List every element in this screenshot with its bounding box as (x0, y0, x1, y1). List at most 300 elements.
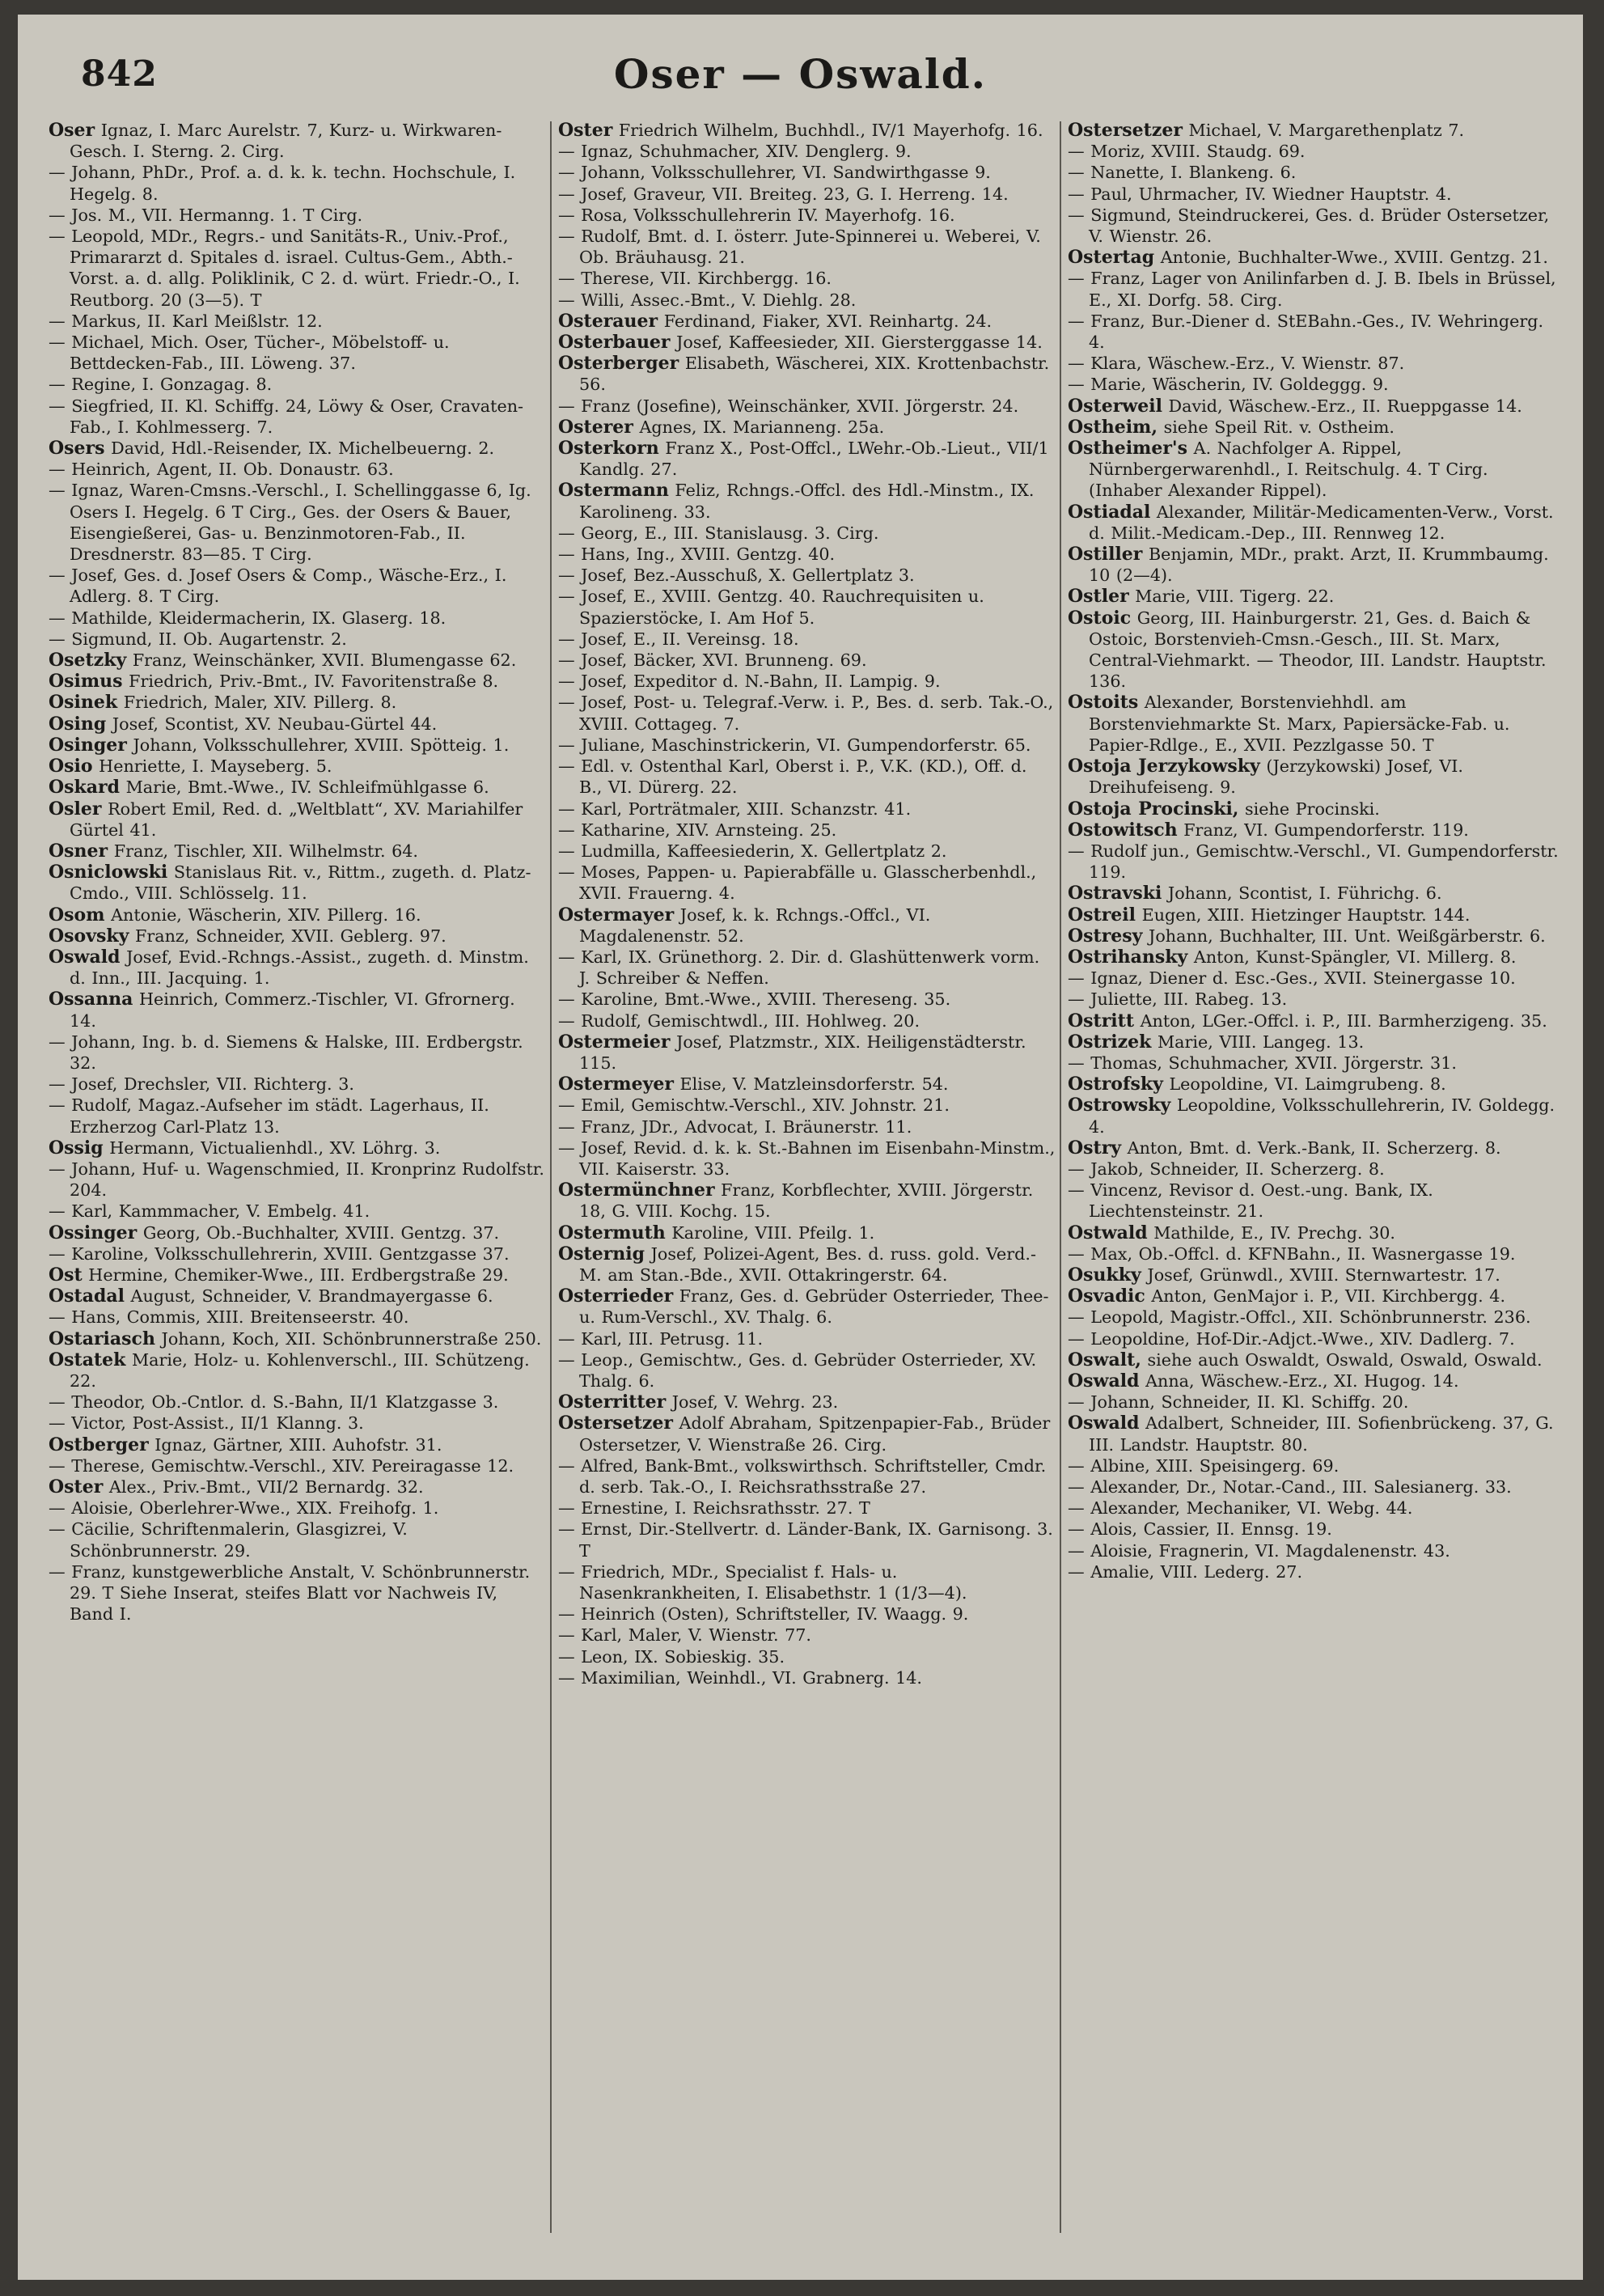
entry-surname: Ostiller (1068, 544, 1143, 566)
entry-surname: Ostowitsch (1068, 819, 1178, 841)
directory-entry (558, 756, 1056, 798)
entry-details: — Josef, E., II. Vereinsg. 18. (558, 629, 799, 649)
entry-details: Georg, III. Hainburgerstr. 21, Ges. d. Baich & Ostoic, Borstenvieh-Cmsn.-Gesch., III. St. Marx, Central-Viehmarkt. — Theodor, III. Landstr. Hauptstr. 136. (1089, 608, 1547, 692)
directory-entry (1068, 608, 1565, 693)
directory-entry (1068, 1519, 1565, 1540)
entry-surname: Ostertag (1068, 247, 1155, 269)
directory-entry (49, 311, 546, 332)
entry-details: — Juliane, Maschinstrickerin, VI. Gumpendorferstr. 65. (558, 735, 1031, 755)
entry-details: Hermann, Victualienhdl., XV. Löhrg. 3. (109, 1137, 441, 1158)
entry-details: — Willi, Assec.-Bmt., V. Diehlg. 28. (558, 290, 857, 310)
entry-details: — Franz, Bur.-Diener d. StEBahn.-Ges., IV. Wehringerg. 4. (1068, 311, 1544, 353)
directory-entry (49, 947, 546, 989)
directory-entry (1068, 205, 1565, 247)
entry-details: — Karl, Kammmacher, V. Embelg. 41. (49, 1201, 370, 1222)
entry-surname: Osterrieder (558, 1286, 674, 1307)
entry-details: Heinrich, Commerz.-Tischler, VI. Gfrornerg. 14. (70, 989, 515, 1031)
entry-details: — Siegfried, II. Kl. Schiffg. 24, Löwy & Oser, Cravaten-Fab., I. Kohlmesserg. 7. (49, 396, 524, 437)
directory-entry (49, 692, 546, 713)
entry-details: Franz, Schneider, XVII. Geblerg. 97. (135, 926, 446, 946)
entry-details: — Heinrich (Osten), Schriftsteller, IV. Waagg. 9. (558, 1604, 969, 1625)
directory-entry (558, 1667, 1056, 1688)
entry-details: — Cäcilie, Schriftenmalerin, Glasgizrei, V. Schönbrunnerstr. 29. (49, 1519, 408, 1561)
entry-surname: Ossinger (49, 1222, 138, 1243)
entry-surname: Oster (558, 120, 613, 141)
entry-details: — Josef, Graveur, VII. Breiteg. 23, G. I. Herreng. 14. (558, 184, 1009, 204)
directory-entry (558, 904, 1056, 947)
entry-details: — Karl, III. Petrusg. 11. (558, 1328, 764, 1349)
entry-details: Adolf Abraham, Spitzenpapier-Fab., Brüder Ostersetzer, V. Wienstraße 26. Cirg. (579, 1413, 1051, 1455)
directory-entry (1068, 586, 1565, 607)
entry-surname: Oswald (49, 946, 121, 968)
entry-surname: Ossig (49, 1137, 104, 1159)
directory-entry (1068, 926, 1565, 947)
directory-entry (558, 650, 1056, 671)
entry-surname: Osukky (1068, 1264, 1141, 1286)
directory-entry (1068, 692, 1565, 756)
entry-details: — Regine, I. Gonzagag. 8. (49, 375, 273, 395)
directory-entry (1068, 1032, 1565, 1053)
directory-entry (1068, 1243, 1565, 1264)
entry-details: Ignaz, I. Marc Aurelstr. 7, Kurz- u. Wirkwaren-Gesch. I. Sterng. 2. Cirg. (70, 121, 502, 162)
entry-details: Agnes, IX. Marianneng. 25a. (639, 417, 885, 437)
entry-details: — Josef, Drechsler, VII. Richterg. 3. (49, 1074, 354, 1095)
entry-details: — Josef, Expeditor d. N.-Bahn, II. Lampig. 9. (558, 671, 941, 692)
directory-entry (558, 692, 1056, 734)
entry-surname: Osterberger (558, 353, 679, 375)
directory-entry (1068, 1095, 1565, 1137)
entry-surname: Osing (49, 713, 107, 735)
entry-surname: Ostermünchner (558, 1180, 715, 1201)
column-2 (558, 120, 1056, 2239)
directory-entry (1068, 1053, 1565, 1074)
entry-surname: Ostatek (49, 1349, 126, 1370)
entry-details: Alex., Priv.-Bmt., VII/2 Bernardg. 32. (108, 1477, 424, 1497)
entry-details: — Rudolf, Magaz.-Aufseher im städt. Lagerhaus, II. Erzherzog Carl-Platz 13. (49, 1095, 489, 1137)
entry-details: — Victor, Post-Assist., II/1 Klanng. 3. (49, 1413, 364, 1434)
directory-entry (1068, 1392, 1565, 1413)
entry-details: — Thomas, Schuhmacher, XVII. Jörgerstr. 31. (1068, 1053, 1457, 1073)
entry-details: Marie, VIII. Langeg. 13. (1157, 1032, 1365, 1052)
entry-details: Leopoldine, Volksschullehrerin, IV. Goldegg. 4. (1089, 1095, 1555, 1137)
directory-entry (558, 1497, 1056, 1519)
entry-details: — Sigmund, Steindruckerei, Ges. d. Brüder Ostersetzer, V. Wienstr. 26. (1068, 205, 1550, 247)
entry-details: Josef, Polizei-Agent, Bes. d. russ. gold. Verd.-M. am Stan.-Bde., XVII. Ottakringerstr. 64. (579, 1243, 1036, 1285)
entry-surname: Osterer (558, 416, 633, 438)
entry-details: — Marie, Wäscherin, IV. Goldeggg. 9. (1068, 375, 1389, 395)
directory-entry (558, 353, 1056, 395)
entry-surname: Ostwald (1068, 1222, 1148, 1243)
directory-entry (49, 1201, 546, 1222)
entry-details: — Johann, Ing. b. d. Siemens & Halske, III. Erdbergstr. 32. (49, 1032, 523, 1073)
directory-entry (558, 1074, 1056, 1095)
entry-surname: Osetzky (49, 650, 127, 671)
directory-entry (1068, 1307, 1565, 1328)
directory-entry (49, 1243, 546, 1264)
entry-details: — Josef, Revid. d. k. k. St.-Bahnen im Eisenbahn-Minstm., VII. Kaiserstr. 33. (558, 1137, 1056, 1179)
directory-entry (558, 523, 1056, 544)
entry-surname: Osterkorn (558, 438, 659, 460)
directory-entry (49, 1137, 546, 1159)
directory-entry (1068, 1349, 1565, 1370)
directory-entry (1068, 1010, 1565, 1032)
entry-surname: Ostheim, (1068, 416, 1158, 438)
entry-surname: Osternig (558, 1243, 645, 1264)
directory-entry (49, 989, 546, 1031)
directory-entry (1068, 1264, 1565, 1286)
directory-entry (49, 1476, 546, 1497)
entry-surname: Ostariasch (49, 1328, 155, 1349)
entry-details: Franz, Weinschänker, XVII. Blumengasse 62. (132, 650, 517, 671)
entry-details: Johann, Koch, XII. Schönbrunnerstraße 250. (161, 1328, 542, 1349)
entry-details: — Moriz, XVIII. Staudg. 69. (1068, 142, 1306, 162)
directory-entry (1068, 247, 1565, 268)
column-3 (1068, 120, 1565, 2239)
directory-entry (49, 1413, 546, 1434)
entry-details: — Mathilde, Kleidermacherin, IX. Glaserg. 18. (49, 608, 446, 628)
directory-entry (1068, 1413, 1565, 1455)
directory-entry (558, 565, 1056, 586)
entry-details: — Vincenz, Revisor d. Oest.-ung. Bank, IX. Liechtensteinstr. 21. (1068, 1180, 1433, 1222)
directory-entry (49, 650, 546, 671)
directory-entry (49, 1328, 546, 1349)
entry-surname: Ostersetzer (1068, 120, 1183, 141)
directory-entry (49, 459, 546, 480)
entry-details: David, Wäschew.-Erz., II. Rueppgasse 14. (1168, 396, 1522, 416)
entry-details: — Franz (Josefine), Weinschänker, XVII. Jörgerstr. 24. (558, 396, 1019, 416)
entry-details: — Franz, kunstgewerbliche Anstalt, V. Schönbrunnerstr. 29. T Siehe Inserat, steifes Blatt vor Nachweis IV, Band I. (49, 1561, 531, 1625)
directory-entry (558, 799, 1056, 820)
entry-surname: Ostermeyer (558, 1074, 674, 1095)
entry-details: — Nanette, I. Blankeng. 6. (1068, 163, 1297, 183)
entry-details: — Johann, PhDr., Prof. a. d. k. k. techn. Hochschule, I. Hegelg. 8. (49, 163, 516, 204)
entry-details: siehe Procinski. (1245, 799, 1380, 819)
entry-details: — Rosa, Volksschullehrerin IV. Mayerhofg. 16. (558, 205, 955, 225)
running-title: Oser — Oswald. (613, 50, 988, 98)
directory-entry (1068, 1222, 1565, 1243)
entry-details: — Ernst, Dir.-Stellvertr. d. Länder-Bank, IX. Garnisong. 3. T (558, 1519, 1053, 1561)
directory-entry (558, 162, 1056, 183)
entry-surname: Ostler (1068, 586, 1129, 608)
directory-entry (558, 1625, 1056, 1646)
entry-details: Hermine, Chemiker-Wwe., III. Erdbergstraße 29. (88, 1264, 509, 1285)
entry-details: Michael, V. Margarethenplatz 7. (1188, 121, 1465, 140)
directory-entry (1068, 120, 1565, 141)
entry-details: — Leopold, Magistr.-Offcl., XII. Schönbrunnerstr. 236. (1068, 1307, 1531, 1328)
entry-details: Elise, V. Matzleinsdorferstr. 54. (679, 1074, 949, 1095)
directory-page (18, 15, 1583, 2280)
entry-surname: Osvadic (1068, 1286, 1145, 1307)
entry-surname: Ostermann (558, 480, 669, 502)
directory-entry (49, 1222, 546, 1243)
entry-details: Anton, Kunst-Spängler, VI. Millerg. 8. (1193, 947, 1517, 967)
directory-entry (49, 1349, 546, 1392)
entry-details: — Max, Ob.-Offcl. d. KFNBahn., II. Wasnergasse 19. (1068, 1243, 1516, 1264)
entry-surname: Oskard (49, 777, 121, 799)
directory-entry (558, 671, 1056, 692)
entry-details: — Therese, VII. Kirchbergg. 16. (558, 269, 832, 289)
entry-details: (Jerzykowski) Josef, VI. Dreihufeiseng. 9. (1089, 756, 1463, 798)
entry-surname: Ostritt (1068, 1010, 1134, 1032)
entry-details: Josef, Kaffeesieder, XII. Giersterggasse 14. (676, 333, 1043, 353)
directory-entry (49, 671, 546, 692)
column-divider (550, 121, 552, 2233)
directory-entry (49, 480, 546, 565)
entry-details: — Leon, IX. Sobieskig. 35. (558, 1646, 785, 1667)
entry-details: — Johann, Huf- u. Wagenschmied, II. Kronprinz Rudolfstr. 204. (49, 1159, 544, 1201)
entry-details: siehe Speil Rit. v. Ostheim. (1163, 417, 1395, 437)
entry-surname: Ostberger (49, 1434, 149, 1455)
directory-entry (1068, 1370, 1565, 1392)
directory-entry (558, 1116, 1056, 1137)
entry-surname: Oswalt, (1068, 1349, 1141, 1370)
directory-entry (49, 799, 546, 841)
directory-entry (49, 926, 546, 947)
directory-entry (558, 1286, 1056, 1328)
entry-surname: Ostersetzer (558, 1413, 673, 1434)
entry-details: — Juliette, III. Rabeg. 13. (1068, 989, 1288, 1010)
directory-entry (49, 1455, 546, 1476)
entry-details: Johann, Buchhalter, III. Unt. Weißgärberstr. 6. (1149, 926, 1546, 946)
directory-entry (49, 332, 546, 374)
entry-details: Benjamin, MDr., prakt. Arzt, II. Krummbaumg. 10 (2—4). (1089, 544, 1549, 586)
entry-details: Elisabeth, Wäscherei, XIX. Krottenbachstr. 56. (579, 354, 1050, 395)
entry-surname: Osers (49, 438, 105, 460)
directory-entry (558, 332, 1056, 353)
entry-surname: Osio (49, 756, 93, 777)
entry-surname: Ostresy (1068, 925, 1143, 947)
entry-surname: Oswald (1068, 1413, 1140, 1434)
directory-entry (49, 1286, 546, 1307)
directory-entry (558, 226, 1056, 268)
entry-details: — Markus, II. Karl Meißlstr. 12. (49, 311, 323, 331)
directory-entry (49, 841, 546, 862)
entry-details: Adalbert, Schneider, III. Sofienbrückeng. 37, G. III. Landstr. Hauptstr. 80. (1089, 1413, 1554, 1455)
directory-entry (558, 1243, 1056, 1286)
entry-details: — Josef, Post- u. Telegraf.-Verw. i. P., Bes. d. serb. Tak.-O., XVIII. Cottageg. 7. (558, 693, 1054, 734)
entry-surname: Ostravski (1068, 883, 1162, 904)
directory-entry (558, 862, 1056, 904)
entry-details: — Karoline, Volksschullehrerin, XVIII. Gentzgasse 37. (49, 1243, 510, 1264)
entry-details: — Ignaz, Waren-Cmsns.-Verschl., I. Schellinggasse 6, Ig. Osers I. Hegelg. 6 T Cirg., Ges. der Osers & Bauer, Eisengießerei, Gas- u. Benzinmotoren-Fab., II. Dresdnerstr. 83—85. T Cirg. (49, 481, 531, 565)
entry-details: Anton, Bmt. d. Verk.-Bank, II. Scherzerg. 8. (1127, 1137, 1501, 1158)
entry-details: Franz, Korbflechter, XVIII. Jörgerstr. 18, G. VIII. Kochg. 15. (579, 1180, 1034, 1222)
entry-details: Antonie, Wäscherin, XIV. Pillerg. 16. (111, 904, 421, 925)
directory-entry (49, 205, 546, 226)
directory-entry (1068, 1540, 1565, 1561)
entry-details: — Alexander, Dr., Notar.-Cand., III. Salesianerg. 33. (1068, 1477, 1512, 1497)
entry-details: — Heinrich, Agent, II. Ob. Donaustr. 63. (49, 460, 394, 480)
directory-entry (1068, 311, 1565, 353)
entry-details: Josef, V. Wehrg. 23. (671, 1392, 839, 1413)
directory-entry (49, 1497, 546, 1519)
entry-details: — Aloisie, Fragnerin, VI. Magdalenenstr. 43. (1068, 1540, 1450, 1561)
directory-entry (49, 1561, 546, 1625)
directory-entry (1068, 1497, 1565, 1519)
directory-entry (49, 374, 546, 395)
entry-details: — Emil, Gemischtw.-Verschl., XIV. Johnstr. 21. (558, 1095, 950, 1116)
entry-details: — Josef, Bäcker, XVI. Brunneng. 69. (558, 650, 867, 671)
entry-details: — Hans, Ing., XVIII. Gentzg. 40. (558, 544, 836, 565)
directory-entry (558, 438, 1056, 480)
directory-entry (1068, 1561, 1565, 1582)
entry-details: — Jakob, Schneider, II. Scherzerg. 8. (1068, 1159, 1385, 1179)
entry-details: Friedrich, Maler, XIV. Pillerg. 8. (123, 693, 397, 713)
directory-entry (1068, 162, 1565, 183)
entry-details: — Sigmund, II. Ob. Augartenstr. 2. (49, 629, 347, 649)
directory-entry (558, 141, 1056, 162)
entry-surname: Osterauer (558, 310, 658, 332)
entry-details: Eugen, XIII. Hietzinger Hauptstr. 144. (1141, 904, 1471, 925)
directory-entry (1068, 502, 1565, 544)
entry-details: — Alois, Cassier, II. Ennsg. 19. (1068, 1519, 1332, 1540)
entry-details: — Rudolf, Gemischtwdl., III. Hohlweg. 20. (558, 1010, 921, 1031)
entry-details: A. Nachfolger A. Rippel, Nürnbergerwarenhdl., I. Reitschulg. 4. T Cirg. (Inhaber Alexander Rippel). (1089, 438, 1488, 501)
entry-details: — Albine, XIII. Speisingerg. 69. (1068, 1455, 1339, 1476)
entry-surname: Ostermayer (558, 904, 675, 926)
entry-details: Stanislaus Rit. v., Rittm., zugeth. d. Platz-Cmdo., VIII. Schlösselg. 11. (70, 862, 531, 904)
entry-details: — Ludmilla, Kaffeesiederin, X. Gellertplatz 2. (558, 841, 947, 861)
directory-entry (558, 1646, 1056, 1667)
entry-surname: Osinger (49, 734, 127, 756)
directory-entry (49, 1434, 546, 1455)
entry-surname: Ostiadal (1068, 501, 1151, 523)
directory-entry (49, 1307, 546, 1328)
entry-details: — Maximilian, Weinhdl., VI. Grabnerg. 14. (558, 1667, 923, 1688)
entry-details: Henriette, I. Mayseberg. 5. (99, 756, 332, 777)
entry-details: Ignaz, Gärtner, XIII. Auhofstr. 31. (154, 1434, 442, 1455)
directory-entry (558, 735, 1056, 756)
entry-surname: Ostry (1068, 1137, 1122, 1159)
directory-entry (558, 820, 1056, 841)
entry-surname: Ostrofsky (1068, 1074, 1163, 1095)
directory-entry (558, 1010, 1056, 1032)
directory-entry (49, 1032, 546, 1074)
directory-entry (1068, 841, 1565, 883)
entry-surname: Osinek (49, 692, 118, 714)
entry-details: — Paul, Uhrmacher, IV. Wiedner Hauptstr. 4. (1068, 184, 1452, 204)
directory-entry (1068, 968, 1565, 989)
directory-entry (1068, 1286, 1565, 1307)
entry-surname: Ostermeier (558, 1031, 671, 1053)
directory-entry (1068, 1180, 1565, 1222)
entry-details: Alexander, Militär-Medicamenten-Verw., Vorst. d. Milit.-Medicam.-Dep., III. Rennweg 12. (1089, 502, 1554, 543)
directory-entry (1068, 799, 1565, 820)
entry-details: August, Schneider, V. Brandmayergasse 6. (130, 1286, 493, 1307)
entry-details: — Amalie, VIII. Lederg. 27. (1068, 1561, 1303, 1582)
directory-entry (1068, 184, 1565, 205)
directory-entry (49, 735, 546, 756)
directory-entry (49, 565, 546, 607)
entry-details: — Ignaz, Schuhmacher, XIV. Denglerg. 9. (558, 142, 912, 162)
entry-surname: Osimus (49, 671, 123, 693)
directory-entry (558, 1603, 1056, 1625)
directory-entry (1068, 396, 1565, 417)
directory-entry (1068, 820, 1565, 841)
entry-details: Friedrich Wilhelm, Buchhdl., IV/1 Mayerhofg. 16. (618, 121, 1043, 140)
directory-entry (558, 1519, 1056, 1561)
directory-entry (1068, 374, 1565, 395)
entry-details: — Josef, Bez.-Ausschuß, X. Gellertplatz 3. (558, 566, 915, 586)
directory-entry (558, 120, 1056, 141)
directory-entry (558, 1095, 1056, 1116)
entry-details: Karoline, VIII. Pfeilg. 1. (671, 1222, 875, 1243)
entry-details: — Jos. M., VII. Hermanng. 1. T Cirg. (49, 205, 363, 225)
directory-entry (558, 205, 1056, 226)
entry-details: Antonie, Buchhalter-Wwe., XVIII. Gentzg. 21. (1160, 248, 1548, 268)
entry-details: — Friedrich, MDr., Specialist f. Hals- u. Nasenkrankheiten, I. Elisabethstr. 1 (1/3—4). (558, 1561, 967, 1603)
entry-surname: Osner (49, 840, 108, 862)
entry-details: — Edl. v. Ostenthal Karl, Oberst i. P., V.K. (KD.), Off. d. B., VI. Dürerg. 22. (558, 756, 1027, 798)
directory-entry (1068, 1476, 1565, 1497)
entry-surname: Ostoja Procinski, (1068, 798, 1239, 820)
directory-entry (558, 1455, 1056, 1497)
entry-details: — Aloisie, Oberlehrer-Wwe., XIX. Freihofg. 1. (49, 1498, 439, 1519)
entry-details: Franz X., Post-Offcl., LWehr.-Ob.-Lieut., VII/1 Kandlg. 27. (579, 438, 1049, 480)
entry-details: — Johann, Schneider, II. Kl. Schiffg. 20. (1068, 1392, 1409, 1413)
directory-entry (558, 1561, 1056, 1603)
entry-surname: Ostrizek (1068, 1031, 1152, 1053)
directory-entry (49, 1074, 546, 1095)
entry-details: — Karl, IX. Grünethorg. 2. Dir. d. Glashüttenwerk vorm. J. Schreiber & Neffen. (558, 947, 1040, 989)
directory-entry (1068, 268, 1565, 310)
entry-details: Alexander, Borstenviehhdl. am Borstenviehmarkte St. Marx, Papiersäcke-Fab. u. Papier-Rdlge., E., XVII. Pezzlgasse 50. T (1089, 693, 1510, 755)
directory-entry (49, 756, 546, 777)
entry-details: — Rudolf jun., Gemischtw.-Verschl., VI. Gumpendorferstr. 119. (1068, 841, 1559, 883)
entry-details: — Leopold, MDr., Regrs.- und Sanitäts-R., Univ.-Prof., Primararzt d. Spitales d. israel. Cultus-Gem., Abth.-Vorst. a. d. allg. Poliklinik, C 2. d. würt. Friedr.-O., I. Reutborg. 20 (3—5). T (49, 227, 520, 310)
entry-surname: Ostreil (1068, 904, 1136, 926)
entry-details: — Klara, Wäschew.-Erz., V. Wienstr. 87. (1068, 354, 1405, 374)
entry-details: Friedrich, Priv.-Bmt., IV. Favoritenstraße 8. (129, 671, 499, 692)
entry-details: Johann, Volksschullehrer, XVIII. Spötteig. 1. (133, 735, 510, 755)
entry-details: Marie, Bmt.-Wwe., IV. Schleifmühlgasse 6. (125, 777, 489, 798)
directory-entry (49, 1095, 546, 1137)
directory-entry (49, 629, 546, 650)
entry-details: — Ernestine, I. Reichsrathsstr. 27. T (558, 1498, 870, 1519)
directory-entry (1068, 989, 1565, 1010)
entry-details: — Katharine, XIV. Arnsteing. 25. (558, 820, 837, 840)
directory-entry (558, 1392, 1056, 1413)
entry-surname: Ostadal (49, 1286, 125, 1307)
entry-details: Mathilde, E., IV. Prechg. 30. (1153, 1222, 1395, 1243)
directory-entry (558, 417, 1056, 438)
entry-surname: Oser (49, 120, 95, 141)
directory-entry (49, 396, 546, 438)
entry-details: Ferdinand, Fiaker, XVI. Reinhartg. 24. (663, 311, 992, 331)
entry-details: — Franz, Lager von Anilinfarben d. J. B. Ibels in Brüssel, E., XI. Dorfg. 58. Cirg. (1068, 269, 1556, 310)
entry-details: — Ignaz, Diener d. Esc.-Ges., XVII. Steinergasse 10. (1068, 968, 1516, 989)
directory-entry (558, 841, 1056, 862)
entry-surname: Oster (49, 1476, 104, 1497)
entry-surname: Osterbauer (558, 332, 671, 354)
entry-details: siehe auch Oswaldt, Oswald, Oswald, Oswald. (1147, 1349, 1543, 1370)
entry-details: — Georg, E., III. Stanislausg. 3. Cirg. (558, 523, 879, 543)
directory-entry (558, 989, 1056, 1010)
entry-details: — Karl, Porträtmaler, XIII. Schanzstr. 41. (558, 799, 912, 819)
entry-details: Josef, Grünwdl., XVIII. Sternwartestr. 17. (1147, 1264, 1500, 1285)
directory-entry (49, 862, 546, 904)
entry-surname: Osovsky (49, 925, 129, 947)
entry-details: — Karoline, Bmt.-Wwe., XVIII. Thereseng. 35. (558, 989, 951, 1010)
entry-surname: Osniclowski (49, 862, 168, 883)
entry-details: Josef, k. k. Rchngs.-Offcl., VI. Magdalenenstr. 52. (579, 904, 931, 946)
directory-entry (558, 1180, 1056, 1222)
entry-surname: Ostoja Jerzykowsky (1068, 756, 1260, 777)
directory-entry (49, 1392, 546, 1413)
directory-entry (1068, 417, 1565, 438)
directory-entry (558, 396, 1056, 417)
directory-entry (49, 1264, 546, 1286)
